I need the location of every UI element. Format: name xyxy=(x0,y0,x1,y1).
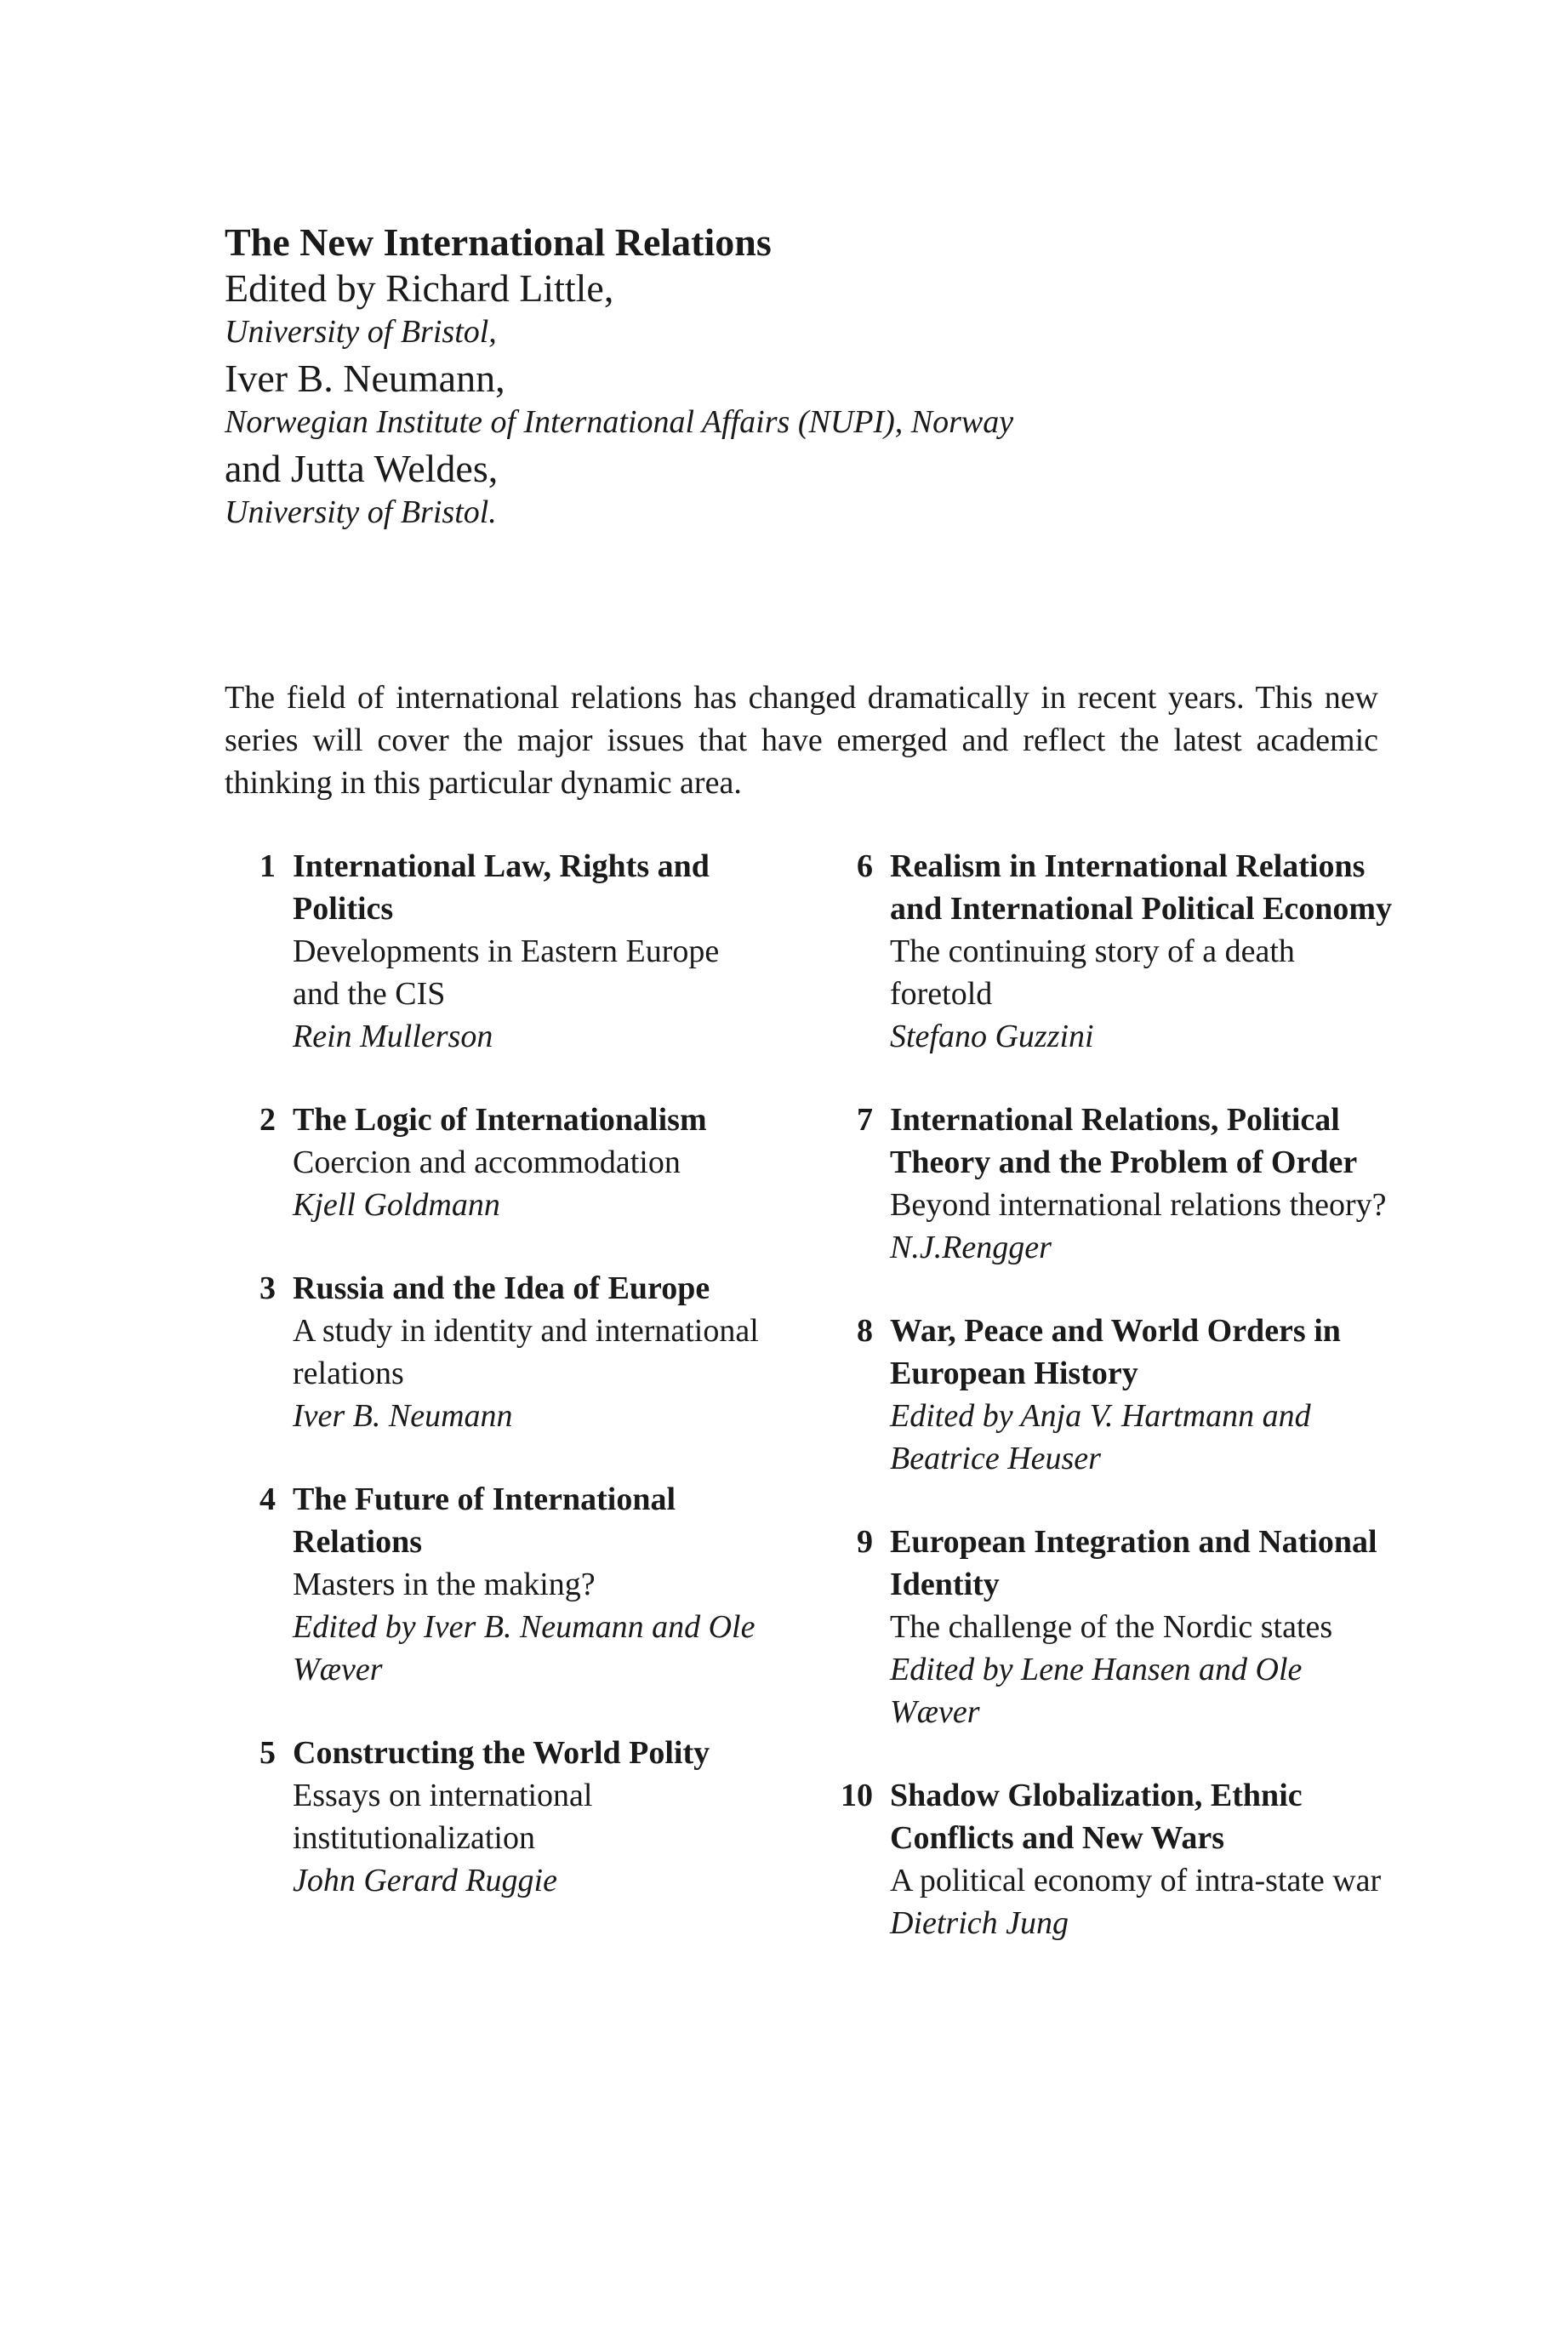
book-subtitle: Masters in the making? xyxy=(293,1567,596,1602)
series-description: The field of international relations has changed dramatically in recent years. This new series will cover the major issues that have emerged and reflect the latest academic thinking in this particular dynamic area. xyxy=(225,680,1378,801)
book-author: Dietrich Jung xyxy=(890,1905,1069,1941)
editor-name: Iver B. Neumann, xyxy=(225,357,505,400)
book-entry xyxy=(225,1267,769,1437)
book-author: Stefano Guzzini xyxy=(890,1019,1094,1054)
book-entry xyxy=(225,1099,769,1226)
book-entry xyxy=(817,1310,1395,1480)
book-title: International Law, Rights and Politics xyxy=(293,848,710,927)
book-entry xyxy=(817,1774,1395,1944)
book-entry xyxy=(225,845,769,1058)
book-subtitle: A study in identity and international relations xyxy=(293,1313,759,1391)
series-title: The New International Relations xyxy=(225,220,772,264)
book-list-left xyxy=(225,845,769,1943)
book-subtitle: The challenge of the Nordic states xyxy=(890,1609,1333,1645)
book-list-right xyxy=(817,845,1395,1985)
book-subtitle: The continuing story of a death foretold xyxy=(890,933,1295,1012)
book-author: Edited by Iver B. Neumann and Ole Wæver xyxy=(293,1609,755,1687)
book-number: 1 xyxy=(259,848,276,884)
book-subtitle: Coercion and accommodation xyxy=(293,1145,681,1180)
book-author: John Gerard Ruggie xyxy=(293,1863,557,1898)
book-number: 3 xyxy=(259,1270,276,1306)
book-entry xyxy=(817,1521,1395,1733)
book-author: Kjell Goldmann xyxy=(293,1187,500,1223)
book-author: Rein Mullerson xyxy=(293,1019,493,1054)
book-title: Russia and the Idea of Europe xyxy=(293,1270,710,1306)
book-author: Edited by Lene Hansen and Ole Wæver xyxy=(890,1652,1303,1730)
book-author: N.J.Rengger xyxy=(890,1230,1052,1265)
book-title: The Future of International Relations xyxy=(293,1481,676,1560)
book-subtitle: A political economy of intra-state war xyxy=(890,1863,1382,1898)
book-subtitle: Beyond international relations theory? xyxy=(890,1187,1387,1223)
book-subtitle: Developments in Eastern Europe and the CIS xyxy=(293,933,720,1012)
book-title: The Logic of Internationalism xyxy=(293,1102,707,1138)
book-title: Constructing the World Polity xyxy=(293,1735,710,1771)
book-number: 9 xyxy=(857,1524,873,1560)
editor-name: Edited by Richard Little, xyxy=(225,266,614,310)
book-subtitle: Essays on international institutionalization xyxy=(293,1778,593,1856)
book-author: Iver B. Neumann xyxy=(293,1398,513,1434)
book-entry xyxy=(225,1478,769,1691)
editor-affiliation: University of Bristol, xyxy=(225,314,497,350)
book-number: 10 xyxy=(841,1778,873,1813)
book-title: European Integration and National Identity xyxy=(890,1524,1377,1602)
book-entry xyxy=(225,1732,769,1902)
book-number: 2 xyxy=(259,1102,276,1138)
book-number: 6 xyxy=(857,848,873,884)
book-entry xyxy=(817,1099,1395,1269)
book-number: 8 xyxy=(857,1313,873,1349)
book-title: War, Peace and World Orders in European History xyxy=(890,1313,1341,1391)
book-title: Shadow Globalization, Ethnic Conflicts and New Wars xyxy=(890,1778,1303,1856)
series-header xyxy=(225,220,1416,536)
book-number: 7 xyxy=(857,1102,873,1138)
editor-name: and Jutta Weldes, xyxy=(225,447,499,490)
editor-affiliation: University of Bristol. xyxy=(225,494,497,530)
book-number: 4 xyxy=(259,1481,276,1517)
book-number: 5 xyxy=(259,1735,276,1771)
book-entry xyxy=(817,845,1395,1058)
book-author: Edited by Anja V. Hartmann and Beatrice Heuser xyxy=(890,1398,1311,1476)
editor-affiliation: Norwegian Institute of International Affairs (NUPI), Norway xyxy=(225,404,1014,440)
book-title: Realism in International Relations and International Political Economy xyxy=(890,848,1393,927)
book-title: International Relations, Political Theory and the Problem of Order xyxy=(890,1102,1358,1180)
